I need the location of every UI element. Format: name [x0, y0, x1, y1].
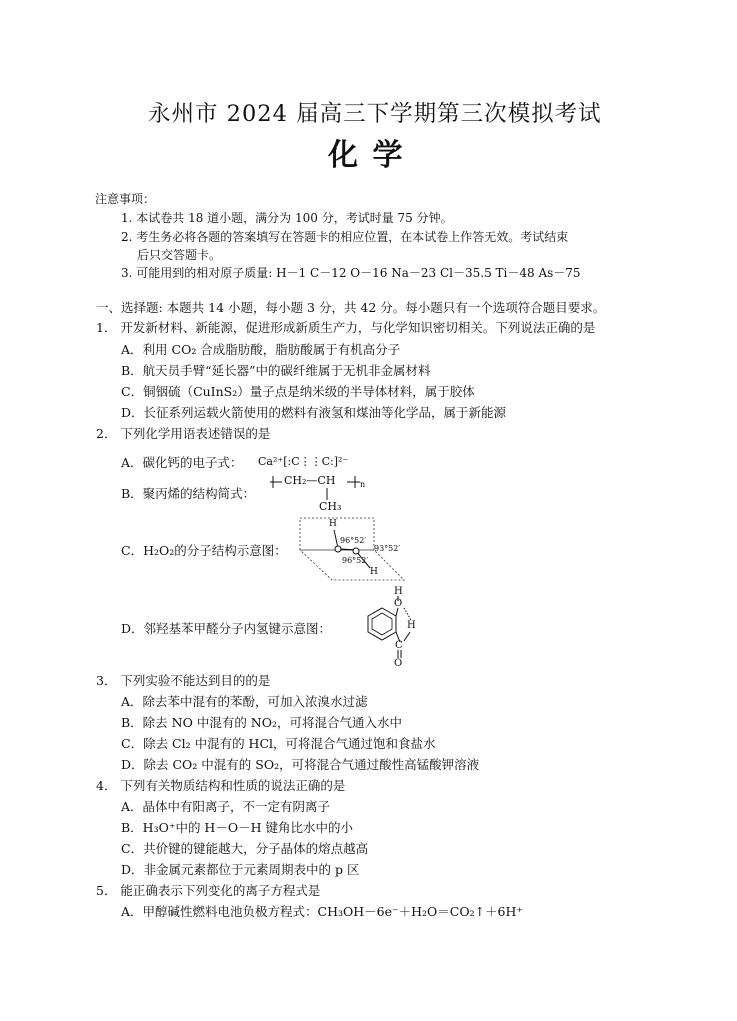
notice-item-2-cont: 后只交答题卡。: [137, 248, 222, 262]
notice-item-2: 2. 考生务必将各题的答案填写在答题卡的相应位置，在本试卷上作答无效。考试结束: [121, 230, 569, 244]
q5-option-a: A．甲醇碱性燃料电池负极方程式：CH₃OH－6e⁻＋H₂O＝CO₂↑＋6H⁺: [121, 904, 524, 919]
carbonyl-o: O: [394, 658, 403, 669]
q2-option-c-label: C．H₂O₂的分子结构示意图：: [121, 543, 287, 558]
h2o2-h-bottom: H: [370, 567, 378, 577]
h2o2-angle-upper: 96°52′: [340, 536, 367, 545]
q3-option-d: D．除去 CO₂ 中混有的 SO₂，可将混合气通过酸性高锰酸钾溶液: [121, 757, 480, 772]
q3-option-c: C．除去 Cl₂ 中混有的 HCl，可将混合气通过饱和食盐水: [121, 736, 436, 751]
q4-option-d: D．非金属元素都位于元素周期表中的 p 区: [121, 862, 360, 877]
q4-option-b: B．H₃O⁺中的 H－O－H 键角比水中的小: [121, 820, 353, 835]
polypropylene-structure: [270, 474, 370, 514]
q1-option-b: B．航天员手臂“延长器”中的碳纤维属于无机非金属材料: [121, 363, 431, 378]
h2o2-h-top: H: [329, 519, 337, 529]
q4-option-a: A．晶体中有阳离子，不一定有阴离子: [121, 799, 331, 814]
h2o2-diagram: [298, 516, 408, 584]
section-heading: 一、选择题: 本题共 14 小题，每小题 3 分，共 42 分。每小题只有一个选项符合题目要求。: [96, 300, 606, 315]
h2o2-angle-right: 93°52′: [374, 544, 401, 553]
q2-stem: 2． 下列化学用语表述错误的是: [96, 426, 271, 441]
notice-item-3: 3. 可能用到的相对原子质量: H－1 C－12 O－16 Na－23 Cl－35.5 Ti－48 As－75: [121, 266, 581, 280]
q2-option-b-label: B．聚丙烯的结构简式：: [121, 486, 256, 501]
polypropylene-n: n: [360, 480, 366, 489]
q5-stem: 5． 能正确表示下列变化的离子方程式是: [96, 883, 321, 898]
q3-option-a: A．除去苯中混有的苯酚，可加入浓溴水过滤: [121, 694, 368, 709]
polypropylene-methyl: CH₃: [319, 500, 342, 513]
q1-stem: 1． 开发新材料、新能源，促进形成新质生产力，与化学知识密切相关。下列说法正确的是: [96, 320, 596, 335]
notice-heading: 注意事项：: [95, 192, 156, 206]
q1-option-a: A．利用 CO₂ 合成脂肪酸，脂肪酸属于有机高分子: [121, 342, 401, 357]
q1-option-c: C．铜铟硫（CuInS₂）量子点是纳米级的半导体材料，属于胶体: [121, 384, 475, 399]
calcium-carbide-formula: Ca²⁺[:C⋮⋮C:]²⁻: [258, 455, 349, 468]
q3-stem: 3． 下列实验不能达到目的的是: [96, 673, 271, 688]
q1-option-d: D．长征系列运载火箭使用的燃料有液氢和煤油等化学品，属于新能源: [121, 405, 507, 420]
q4-option-c: C．共价键的键能越大，分子晶体的熔点越高: [121, 841, 369, 856]
q2-option-a-label: A．碳化钙的电子式：: [121, 455, 243, 470]
subject-title: 化 学: [328, 138, 405, 173]
polypropylene-chain: CH₂—CH: [284, 474, 336, 487]
notice-item-1: 1. 本试卷共 18 道小题，满分为 100 分，考试时量 75 分钟。: [121, 211, 453, 225]
hydroxyl-o: O: [394, 598, 403, 609]
aldehyde-h-right: H: [407, 620, 416, 631]
hydroxybenzaldehyde-diagram: [352, 586, 422, 670]
h2o2-angle-lower: 96°52′: [342, 556, 369, 565]
q2-option-d-label: D．邻羟基苯甲醛分子内氢键示意图：: [121, 621, 332, 636]
carbonyl-c: C: [395, 640, 403, 651]
q4-stem: 4． 下列有关物质结构和性质的说法正确的是: [96, 778, 346, 793]
exam-title: 永州市 2024 届高三下学期第三次模拟考试: [148, 101, 602, 127]
aldehyde-h-top: H: [394, 586, 403, 597]
q3-option-b: B．除去 NO 中混有的 NO₂，可将混合气通入水中: [121, 715, 402, 730]
